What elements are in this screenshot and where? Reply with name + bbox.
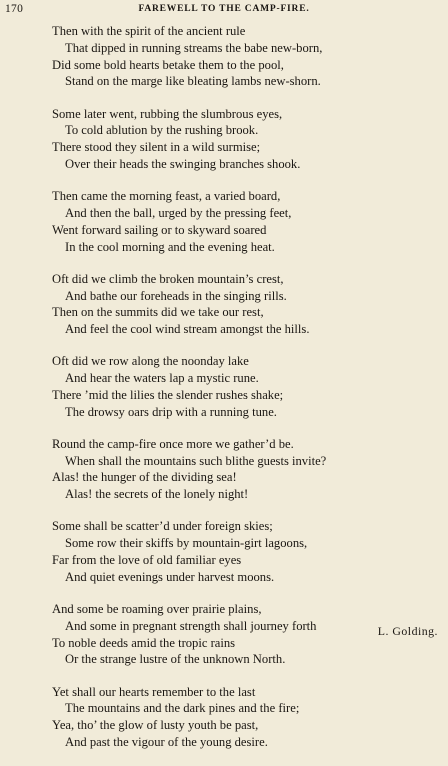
stanza (0, 353, 448, 420)
poem-line: Then came the morning feast, a varied board, (52, 189, 281, 204)
running-header (0, 1, 448, 19)
poem-line: In the cool morning and the evening heat. (65, 239, 275, 254)
poem-line: And quiet evenings under harvest moons. (65, 569, 275, 584)
page-number: 170 (5, 3, 24, 15)
poem-line: Oft did we climb the broken mountain’s crest, (52, 271, 284, 286)
poem-line: When shall the mountains such blithe guests invite? (65, 453, 327, 468)
poem-line: Alas! the hunger of the dividing sea! (52, 470, 237, 485)
poem-line: And then the ball, urged by the pressing feet, (65, 205, 292, 220)
poem-line: Did some bold hearts betake them to the pool, (52, 57, 284, 72)
poem-line: Some shall be scatter’d under foreign skies; (52, 519, 273, 534)
stanza (0, 684, 448, 751)
stanza (0, 188, 448, 255)
stanza (0, 271, 448, 338)
author-signature: L. Golding. (377, 624, 438, 638)
stanza (0, 436, 448, 503)
poem-line: To cold ablution by the rushing brook. (65, 123, 259, 138)
poem-line: The mountains and the dark pines and the fire; (65, 701, 300, 716)
stanza (0, 23, 448, 90)
poem-line: Some row their skiffs by mountain-girt lagoons, (65, 536, 308, 551)
poem-line: Then with the spirit of the ancient rule (52, 24, 246, 38)
poem-line: The drowsy oars drip with a running tune. (65, 404, 277, 419)
poem-line: That dipped in running streams the babe new-born, (65, 40, 323, 55)
poem-line: Alas! the secrets of the lonely night! (65, 487, 249, 502)
stanza (0, 518, 448, 585)
poem-line: Round the camp-fire once more we gather’d be. (52, 436, 294, 451)
stanza (0, 106, 448, 173)
poem-line: Or the strange lustre of the unknown North. (65, 652, 286, 667)
poem-line: There ’mid the lilies the slender rushes shake; (52, 387, 284, 402)
poem-line: And hear the waters lap a mystic rune. (65, 371, 259, 386)
poem-line: And some be roaming over prairie plains, (52, 602, 262, 617)
poem-line: Far from the love of old familiar eyes (52, 553, 242, 568)
poem-line: Some later went, rubbing the slumbrous eyes, (52, 106, 283, 121)
poem-line: Stand on the marge like bleating lambs new-shorn. (65, 74, 321, 89)
running-title: FAREWELL TO THE CAMP-FIRE. (138, 4, 310, 14)
poem-line: Yet shall our hearts remember to the last (52, 684, 256, 699)
poem-line: Yea, tho’ the glow of lusty youth be past, (52, 718, 259, 733)
poem-body (0, 23, 448, 766)
poem-line: Went forward sailing or to skyward soared (52, 222, 267, 237)
poem-line: And past the vigour of the young desire. (65, 735, 268, 750)
poem-line: And some in pregnant strength shall journey forth (65, 618, 317, 633)
poem-line: Then on the summits did we take our rest, (52, 305, 264, 320)
poem-line: Over their heads the swinging branches shook. (65, 156, 301, 171)
poem-line: And feel the cool wind stream amongst the hills. (65, 322, 310, 337)
poem-line: To noble deeds amid the tropic rains (52, 635, 236, 650)
poem-line: Oft did we row along the noonday lake (52, 354, 249, 369)
poem-line: And bathe our foreheads in the singing rills. (65, 288, 287, 303)
poem-line: There stood they silent in a wild surmise; (52, 140, 261, 155)
